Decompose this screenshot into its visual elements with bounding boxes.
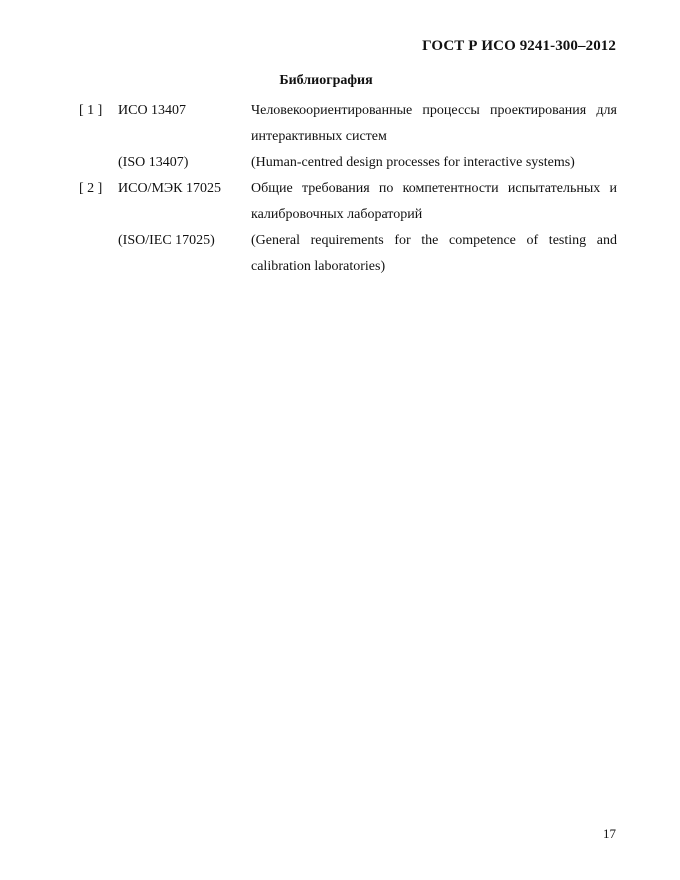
- entry-title: Человекоориентированные процессы проектирования для интерактивных систем: [251, 103, 617, 144]
- bibliography-list: [79, 98, 617, 280]
- entry-title: Общие требования по компетентности испытательных и калибровочных лабораторий: [251, 181, 617, 222]
- entry-original-title: (Human-centred design processes for interactive systems): [251, 155, 575, 170]
- entry-original-title: (General requirements for the competence of testing and calibration laboratories): [251, 233, 617, 274]
- entry-number: [ 2 ]: [79, 181, 103, 196]
- bibliography-entry-1-original: [79, 150, 617, 176]
- bibliography-entry-2: [79, 176, 617, 228]
- page-number: 17: [603, 826, 616, 841]
- bibliography-entry-1: [79, 98, 617, 150]
- bibliography-entry-2-original: [79, 228, 617, 280]
- document-code: ГОСТ Р ИСО 9241-300–2012: [422, 38, 616, 54]
- entry-original-code: (ISO 13407): [118, 155, 189, 170]
- entry-code: ИСО 13407: [118, 103, 187, 118]
- entry-code: ИСО/МЭК 17025: [118, 181, 221, 196]
- entry-original-code: (ISO/IEC 17025): [118, 233, 215, 248]
- entry-number: [ 1 ]: [79, 103, 103, 118]
- page-title: Библиография: [279, 73, 373, 88]
